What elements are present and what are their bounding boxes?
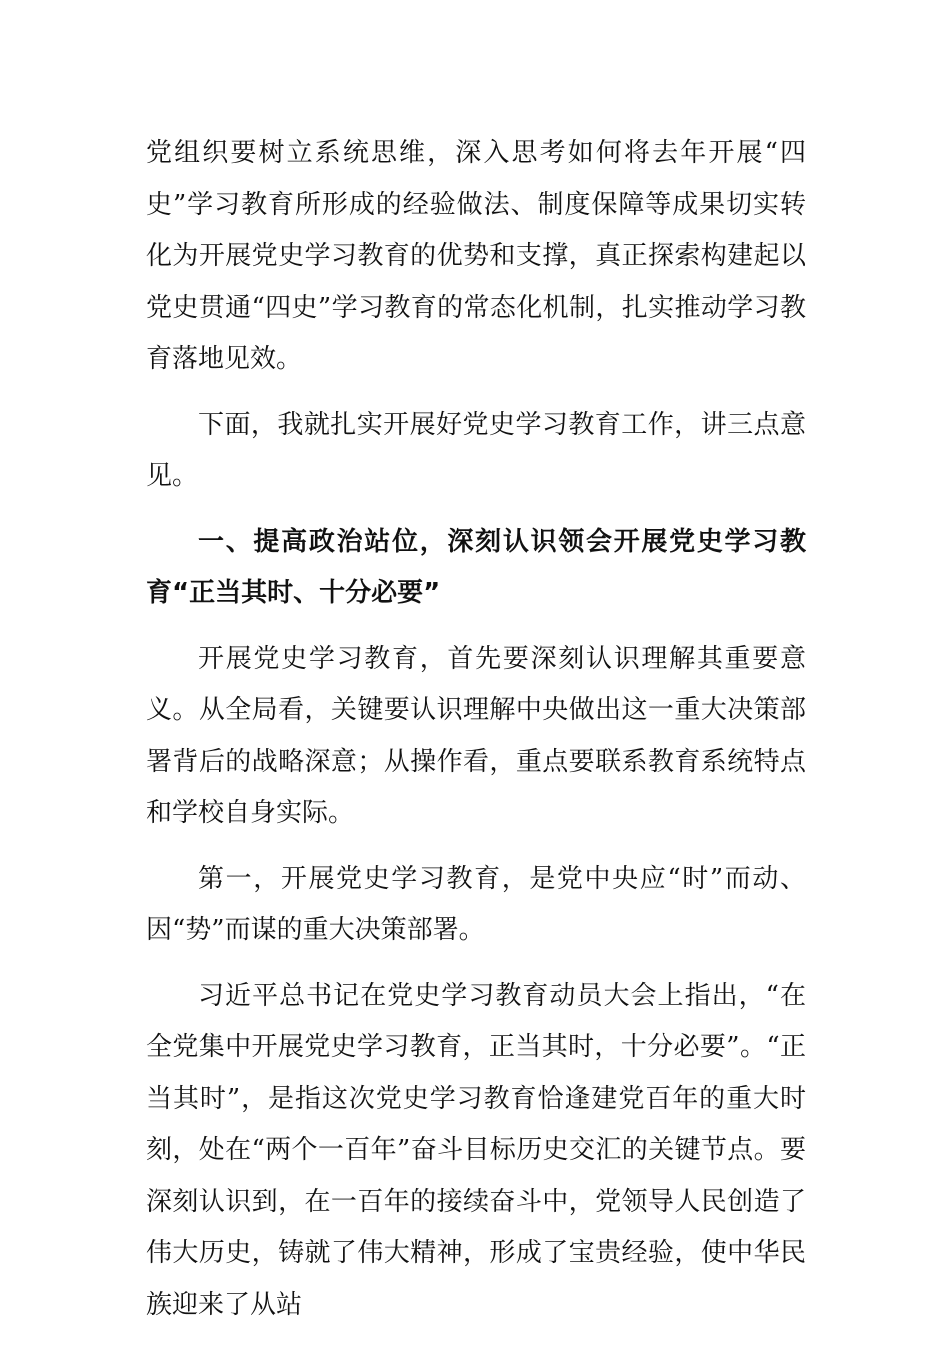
paragraph-intro: 下面，我就扎实开展好党史学习教育工作，讲三点意见。 — [146, 409, 806, 491]
paragraph-continuation: 党组织要树立系统思维，深入思考如何将去年开展“四史”学习教育所形成的经验做法、制度保障等成果切实转化为开展党史学习教育的优势和支撑，真正探索构建起以党史贯通“四史”学习教育的常态化机制，扎实推动学习教育落地见效。 — [146, 138, 806, 374]
paragraph-point-first: 第一，开展党史学习教育，是党中央应“时”而动、因“势”而谋的重大决策部署。 — [146, 863, 806, 945]
section-heading-1: 一、提高政治站位，深刻认识领会开展党史学习教育“正当其时、十分必要” — [146, 526, 806, 608]
paragraph-speech-quote: 习近平总书记在党史学习教育动员大会上指出，“在全党集中开展党史学习教育，正当其时，十分必要”。“正当其时”，是指这次党史学习教育恰逢建党百年的重大时刻，处在“两个一百年”奋斗目标历史交汇的关键节点。要深刻认识到，在一百年的接续奋斗中，党领导人民创造了伟大历史，铸就了伟大精神，形成了宝贵经验，使中华民族迎来了从站 — [146, 980, 806, 1320]
paragraph-significance: 开展党史学习教育，首先要深刻认识理解其重要意义。从全局看，关键要认识理解中央做出这一重大决策部署背后的战略深意；从操作看，重点要联系教育系统特点和学校自身实际。 — [146, 643, 806, 828]
document-body — [146, 128, 806, 1345]
